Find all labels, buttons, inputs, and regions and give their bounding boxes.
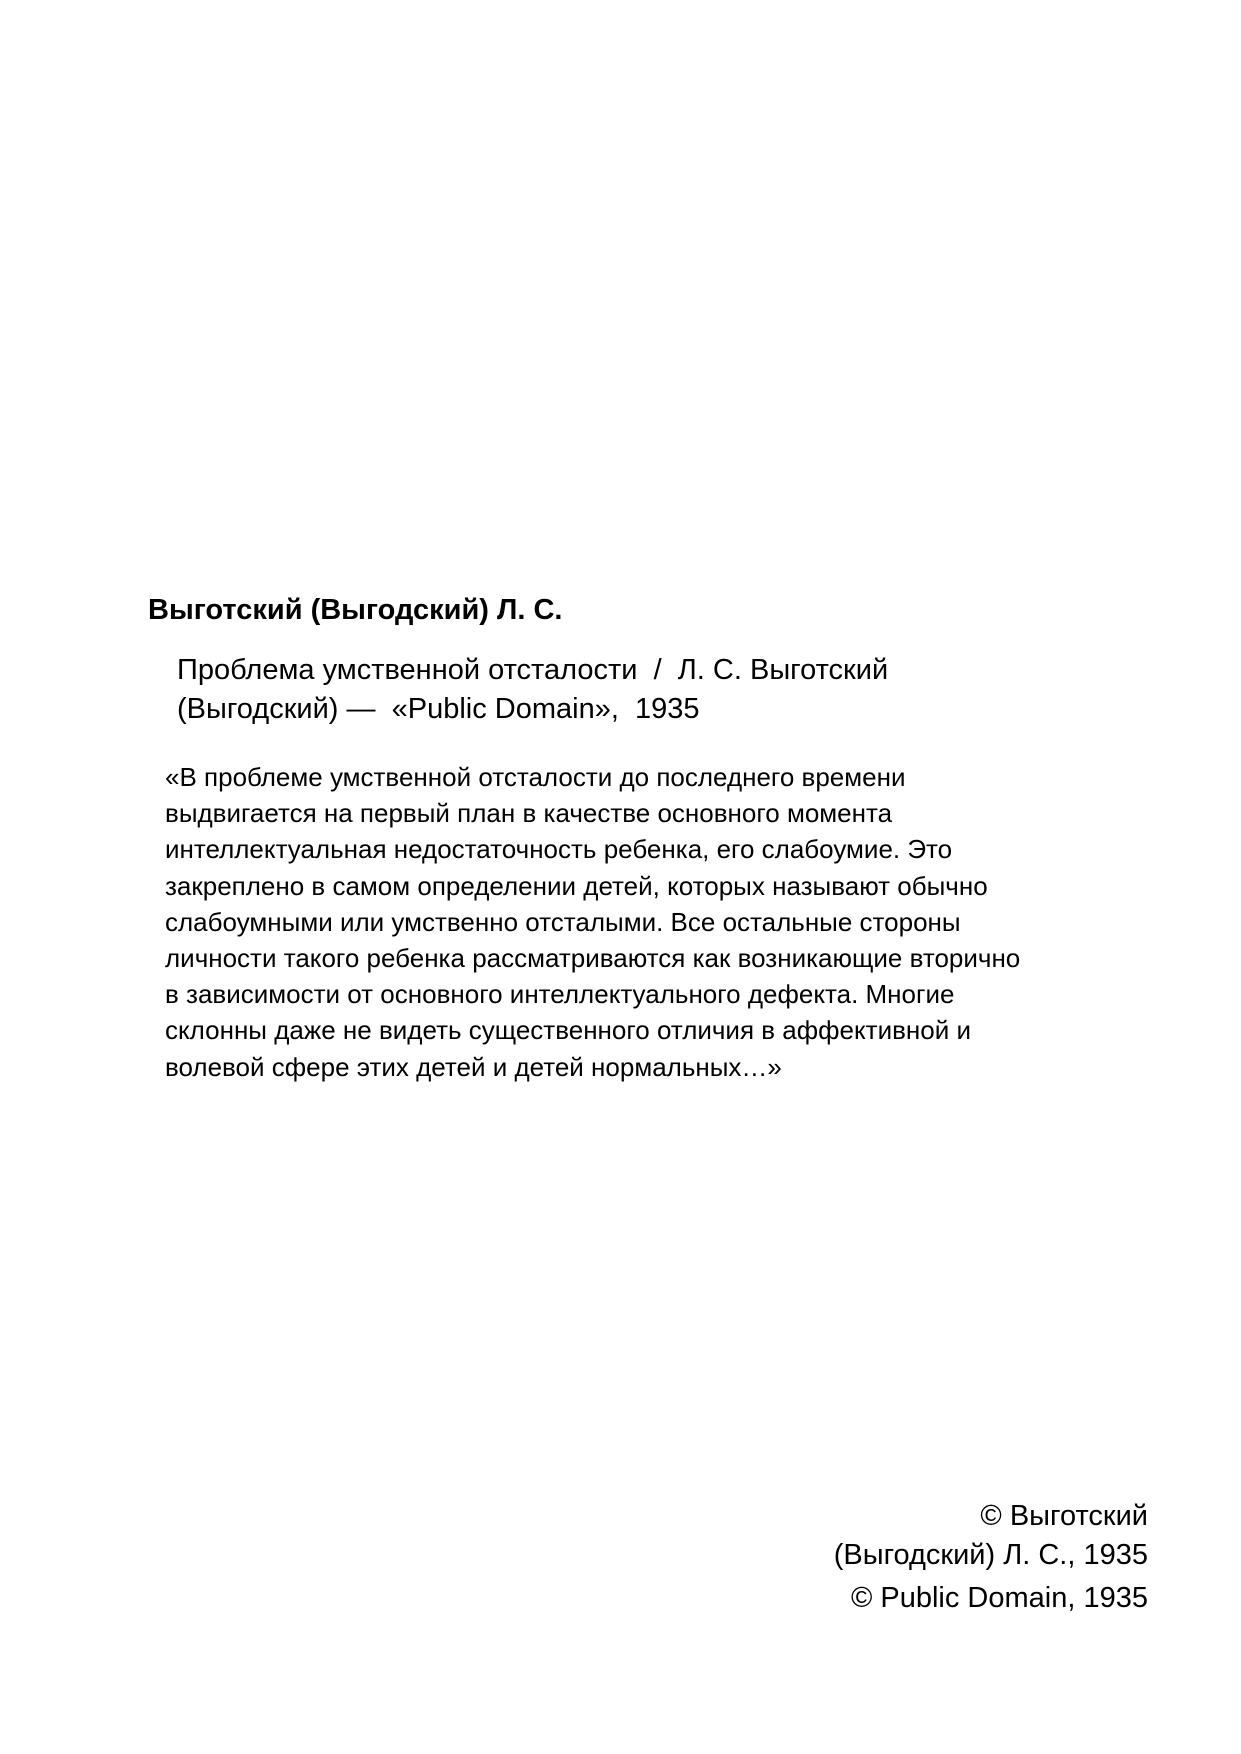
bibliographic-entry	[177, 651, 888, 729]
annotation-line: выдвигается на первый план в качестве основного момента	[165, 798, 893, 829]
annotation-line: «В проблеме умственной отсталости до последнего времени	[165, 762, 906, 792]
copyright-block	[834, 1497, 1148, 1618]
annotation-line: склонны даже не видеть существенного отличия в аффективной и	[165, 1015, 971, 1046]
bibliographic-line: (Выгодский) — «Public Domain», 1935	[177, 693, 700, 725]
bibliographic-line: Проблема умственной отсталости / Л. С. Выготский	[177, 654, 889, 686]
annotation-line: в зависимости от основного интеллектуального дефекта. Многие	[165, 979, 955, 1010]
copyright-author-line: (Выгодский) Л. С., 1935	[833, 1539, 1148, 1571]
author-heading: Выготский (Выгодский) Л. С.	[148, 594, 563, 626]
copyright-publisher-line: © Public Domain, 1935	[850, 1582, 1148, 1614]
annotation-line: слабоумными или умственно отсталыми. Все остальные стороны	[165, 906, 961, 937]
annotation-line: закреплено в самом определении детей, которых называют обычно	[165, 870, 988, 901]
annotation-line: интеллектуальная недостаточность ребенка, его слабоумие. Это	[165, 834, 953, 865]
annotation-line: волевой сфере этих детей и детей нормальных…»	[165, 1051, 782, 1082]
copyright-author-line: © Выготский	[980, 1500, 1148, 1532]
annotation-text	[165, 759, 1020, 1085]
annotation-line: личности такого ребенка рассматриваются как возникающие вторично	[165, 943, 1021, 974]
